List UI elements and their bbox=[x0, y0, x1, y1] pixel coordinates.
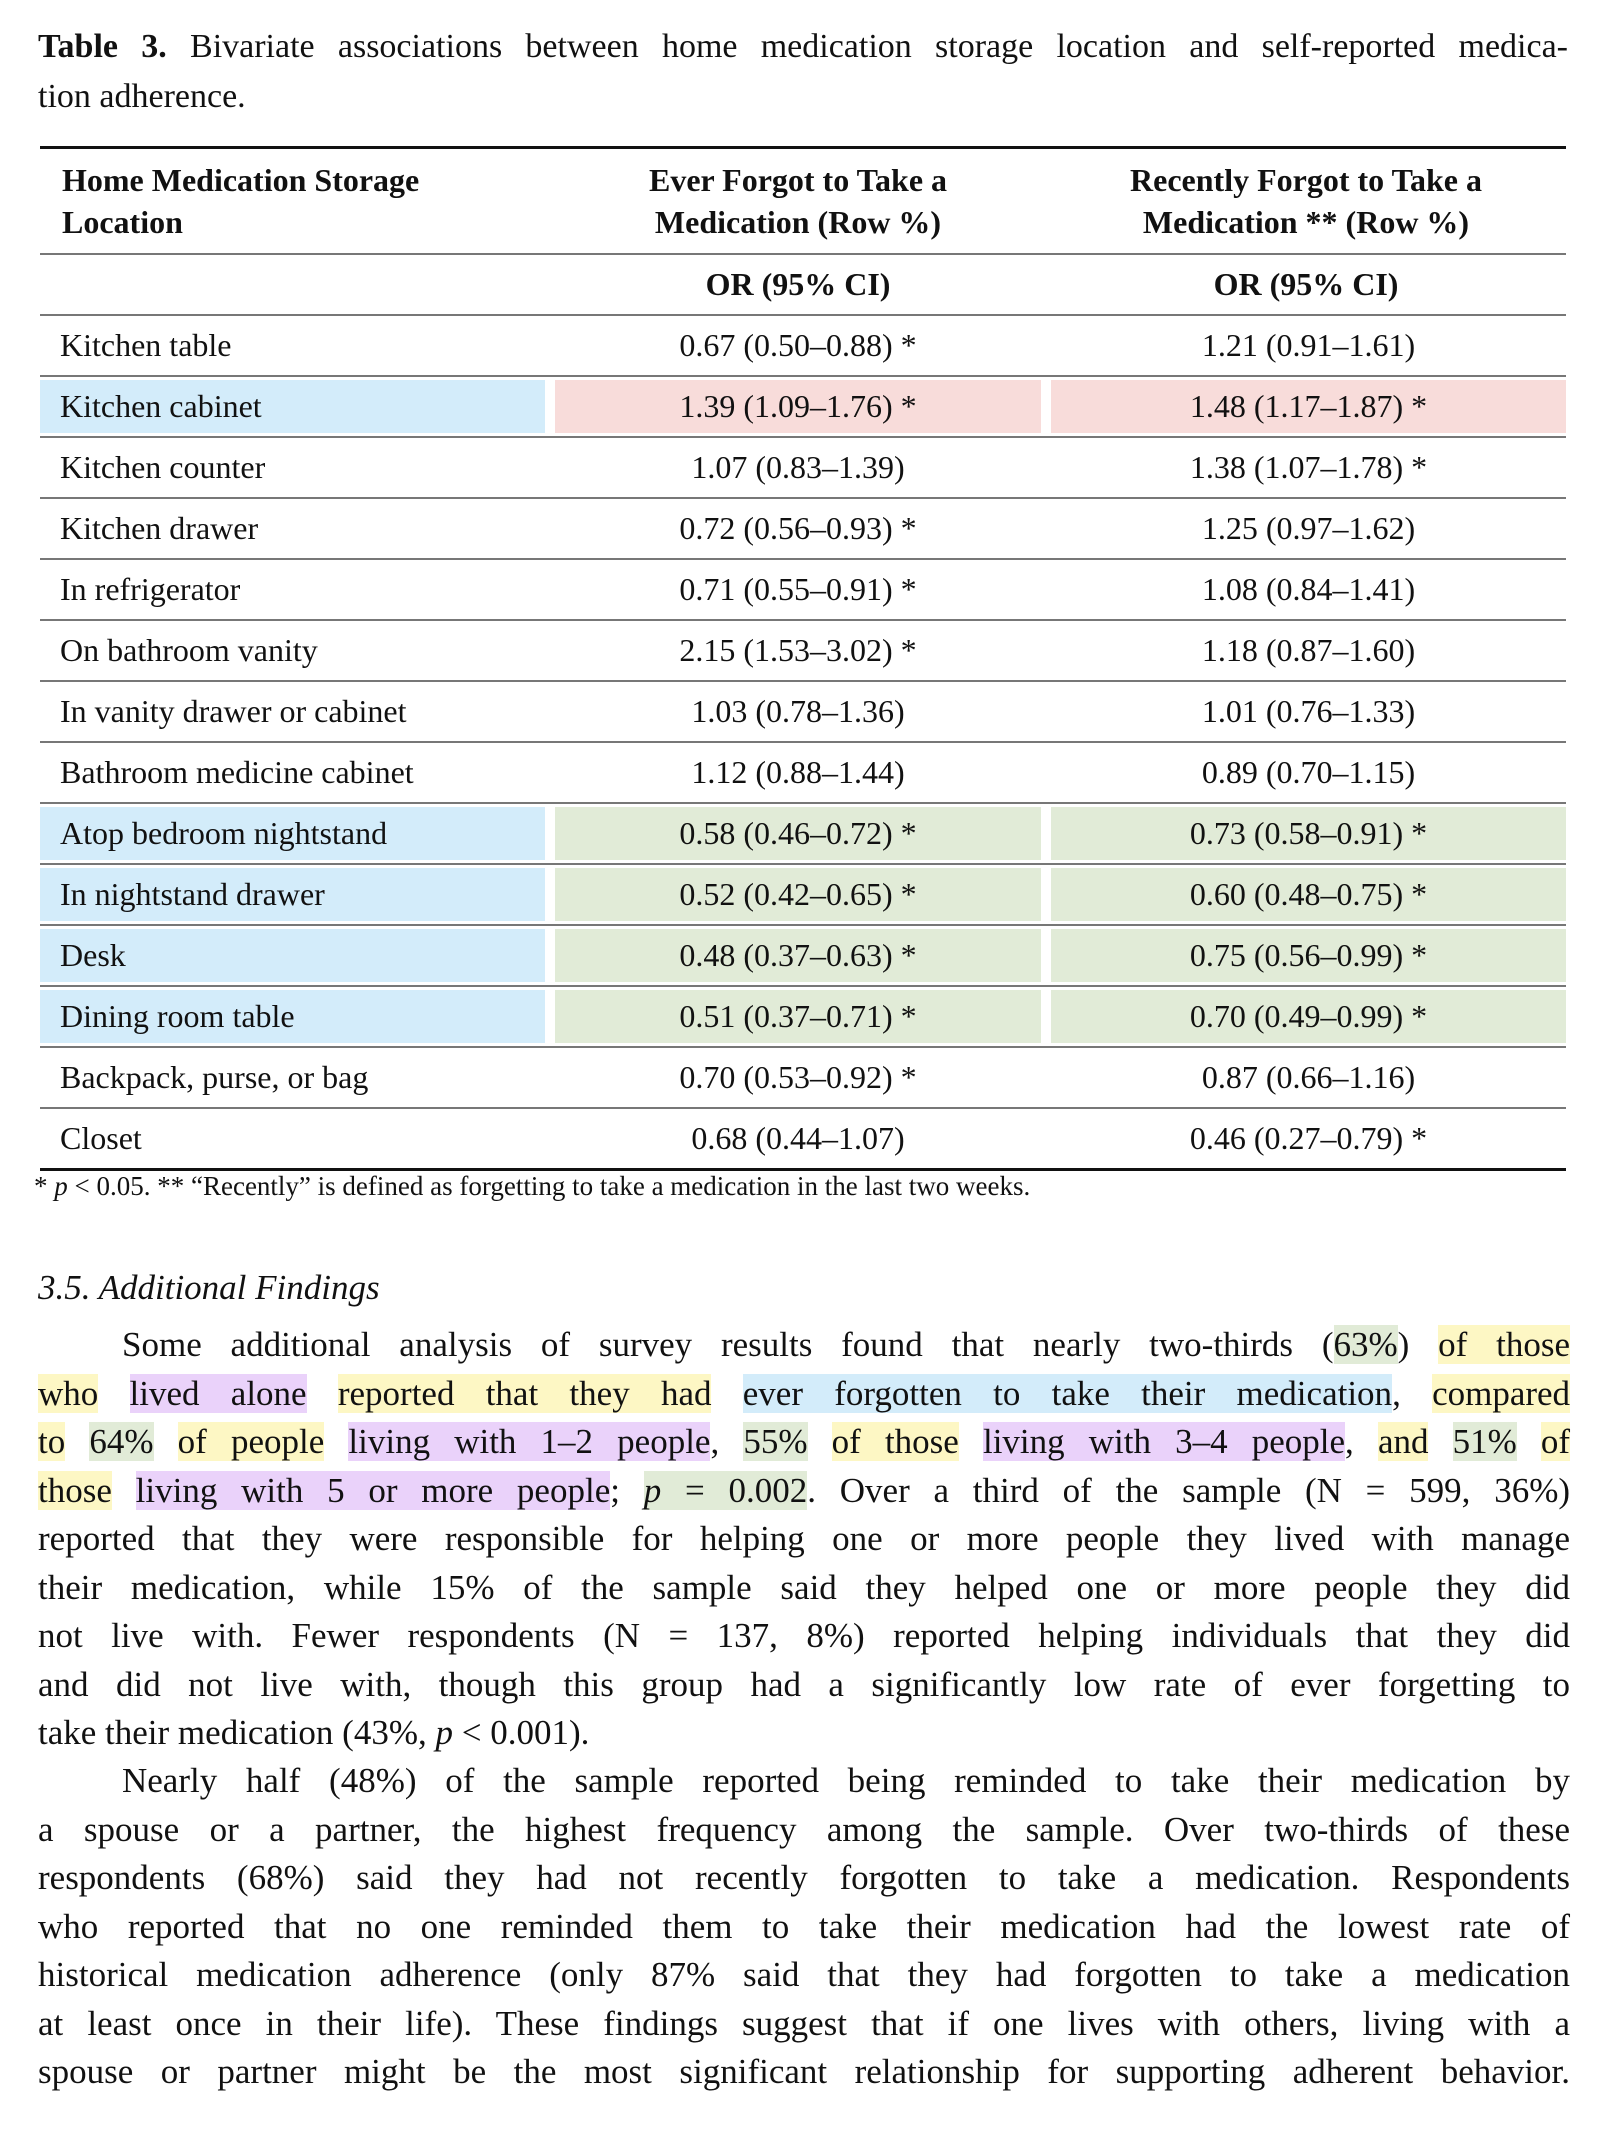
cell-location: Bathroom medicine cabinet bbox=[60, 754, 414, 790]
cell-recently-forgot: 1.08 (0.84–1.41) bbox=[1201, 571, 1416, 607]
p2-line-5: historical medication adherence (only 87% said that they had forgotten to take a medication bbox=[38, 1955, 1570, 1994]
cell-recently-forgot: 1.01 (0.76–1.33) bbox=[1201, 693, 1416, 729]
cell-recently-forgot: 0.70 (0.49–0.99) * bbox=[1051, 990, 1566, 1043]
p1-line-3 bbox=[38, 1418, 1570, 1467]
table-row bbox=[40, 499, 1566, 558]
highlight-purple: living with 1–2 people bbox=[348, 1422, 711, 1461]
cell-recently-forgot: 1.38 (1.07–1.78) * bbox=[1189, 449, 1428, 485]
highlight-yellow: who bbox=[38, 1373, 99, 1413]
highlight-yellow: and bbox=[1377, 1422, 1429, 1461]
text: = 0.002 bbox=[661, 1470, 808, 1510]
subheader-ever: OR (95% CI) bbox=[705, 266, 891, 302]
table-row bbox=[40, 804, 1566, 863]
cell-ever-forgot: 0.51 (0.37–0.71) * bbox=[555, 990, 1041, 1043]
cell-location: Kitchen table bbox=[60, 327, 232, 363]
highlight-purple: living with 3–4 people bbox=[982, 1422, 1346, 1461]
cell-ever-forgot: 0.70 (0.53–0.92) * bbox=[679, 1059, 917, 1095]
header-recent-line-1: Recently Forgot to Take a bbox=[1130, 162, 1482, 198]
highlight-green bbox=[644, 1471, 808, 1510]
highlight-green: 51% bbox=[1452, 1422, 1517, 1461]
cell-ever-forgot: 0.52 (0.42–0.65) * bbox=[555, 868, 1041, 921]
highlight-yellow: reported that they had bbox=[337, 1373, 712, 1413]
cell-ever-forgot: 0.48 (0.37–0.63) * bbox=[555, 929, 1041, 982]
highlight-yellow: those bbox=[38, 1470, 112, 1510]
cell-recently-forgot: 0.89 (0.70–1.15) bbox=[1201, 754, 1416, 790]
p2-line-2: a spouse or a partner, the highest frequency among the sample. Over two-thirds of these bbox=[38, 1809, 1570, 1849]
cell-recently-forgot: 1.21 (0.91–1.61) bbox=[1201, 327, 1416, 363]
table-subheader-row bbox=[40, 255, 1566, 314]
table-row bbox=[40, 560, 1566, 619]
p1-line-2 bbox=[38, 1370, 1570, 1419]
text: , bbox=[1345, 1422, 1354, 1461]
p2-line-6: at least once in their life). These findings suggest that if one lives with others, living with a bbox=[38, 2003, 1570, 2043]
cell-recently-forgot: 0.75 (0.56–0.99) * bbox=[1051, 929, 1566, 982]
cell-ever-forgot: 1.07 (0.83–1.39) bbox=[691, 449, 905, 485]
header-recently-forgot bbox=[1046, 159, 1566, 243]
table-row bbox=[40, 926, 1566, 985]
highlight-yellow: of those bbox=[1438, 1325, 1570, 1364]
table-row bbox=[40, 1109, 1566, 1168]
caption-text-1: Bivariate associations between home medication storage location and self-reported medica- bbox=[190, 28, 1569, 65]
highlight-green: 55% bbox=[743, 1422, 808, 1461]
p2-line-1: Nearly half (48%) of the sample reported being reminded to take their medication by bbox=[122, 1761, 1570, 1800]
cell-location: Kitchen counter bbox=[60, 449, 266, 485]
table-row bbox=[40, 316, 1566, 375]
cell-ever-forgot: 1.12 (0.88–1.44) bbox=[691, 754, 905, 790]
cell-ever-forgot: 2.15 (1.53–3.02) * bbox=[679, 632, 917, 668]
cell-location: Dining room table bbox=[40, 990, 545, 1043]
table-caption bbox=[38, 22, 1568, 122]
header-location-line-2: Location bbox=[62, 204, 183, 240]
cell-recently-forgot: 0.87 (0.66–1.16) bbox=[1201, 1059, 1416, 1095]
cell-location: Backpack, purse, or bag bbox=[60, 1059, 369, 1095]
header-location bbox=[40, 159, 550, 243]
text: take their medication (43%, bbox=[38, 1713, 436, 1752]
cell-recently-forgot: 0.60 (0.48–0.75) * bbox=[1051, 868, 1566, 921]
cell-recently-forgot: 1.25 (0.97–1.62) bbox=[1201, 510, 1416, 546]
cell-location: Closet bbox=[60, 1120, 142, 1156]
table-row bbox=[40, 621, 1566, 680]
text: . Over a third of the sample (N = 599, 36%) bbox=[807, 1470, 1571, 1510]
section-heading: 3.5. Additional Findings bbox=[38, 1268, 380, 1307]
cell-ever-forgot: 1.39 (1.09–1.76) * bbox=[555, 380, 1041, 433]
paragraph-1 bbox=[38, 1321, 1570, 1758]
header-location-line-1: Home Medication Storage bbox=[62, 162, 420, 198]
p1-line-5: reported that they were responsible for helping one or more people they lived with manage bbox=[38, 1519, 1570, 1558]
table-row bbox=[40, 438, 1566, 497]
text: , bbox=[1392, 1373, 1401, 1413]
highlight-yellow: to bbox=[38, 1422, 66, 1461]
cell-location: Atop bedroom nightstand bbox=[40, 807, 545, 860]
header-ever-forgot bbox=[550, 159, 1046, 243]
paragraph-2 bbox=[38, 1757, 1570, 2097]
header-recent-line-2: Medication ** (Row %) bbox=[1142, 204, 1470, 240]
data-table bbox=[40, 146, 1566, 1171]
p1-line-4 bbox=[38, 1467, 1570, 1516]
cell-ever-forgot: 0.68 (0.44–1.07) bbox=[691, 1120, 905, 1156]
header-ever-line-2: Medication (Row %) bbox=[654, 204, 942, 240]
p2-line-7: spouse or partner might be the most significant relationship for supporting adherent behavior. bbox=[38, 2052, 1570, 2091]
p2-line-4: who reported that no one reminded them to take their medication had the lowest rate of bbox=[38, 1906, 1570, 1946]
cell-location: Kitchen cabinet bbox=[40, 380, 545, 433]
highlight-purple: living with 5 or more people bbox=[135, 1470, 611, 1510]
text: Some additional analysis of survey results found that nearly two-thirds ( bbox=[122, 1325, 1334, 1364]
cell-recently-forgot: 1.48 (1.17–1.87) * bbox=[1051, 380, 1566, 433]
text: , bbox=[710, 1422, 720, 1461]
cell-location: In vanity drawer or cabinet bbox=[60, 693, 407, 729]
cell-recently-forgot: 0.73 (0.58–0.91) * bbox=[1051, 807, 1566, 860]
cell-ever-forgot: 0.67 (0.50–0.88) * bbox=[679, 327, 917, 363]
footnote-p: p bbox=[54, 1171, 68, 1201]
cell-location: In nightstand drawer bbox=[40, 868, 545, 921]
p1-line-8: and did not live with, though this group had a significantly low rate of ever forgetting to bbox=[38, 1664, 1570, 1704]
highlight-blue: ever forgotten to take their medication bbox=[742, 1373, 1393, 1413]
p1-line-1 bbox=[38, 1321, 1570, 1370]
table-row bbox=[40, 987, 1566, 1046]
cell-ever-forgot: 0.71 (0.55–0.91) * bbox=[679, 571, 917, 607]
cell-ever-forgot: 0.58 (0.46–0.72) * bbox=[555, 807, 1041, 860]
cell-location: On bathroom vanity bbox=[60, 632, 318, 668]
table-row bbox=[40, 682, 1566, 741]
highlight-green: 63% bbox=[1333, 1325, 1398, 1364]
p1-line-9 bbox=[38, 1709, 1570, 1758]
footnote-text: < 0.05. ** “Recently” is defined as forgetting to take a medication in the last two weeks. bbox=[67, 1171, 1031, 1201]
cell-recently-forgot: 1.18 (0.87–1.60) bbox=[1201, 632, 1416, 668]
table-row bbox=[40, 865, 1566, 924]
footnote-star: * bbox=[34, 1171, 48, 1201]
p-italic: p bbox=[643, 1470, 662, 1510]
caption-label: Table 3. bbox=[38, 28, 167, 65]
highlight-yellow: of people bbox=[177, 1422, 325, 1461]
p1-line-6: their medication, while 15% of the sample said they helped one or more people they did bbox=[38, 1567, 1570, 1607]
highlight-green: 64% bbox=[89, 1422, 154, 1461]
table-header-row bbox=[40, 149, 1566, 253]
highlight-yellow: compared bbox=[1432, 1373, 1571, 1413]
p-italic: p bbox=[435, 1713, 453, 1752]
table-row bbox=[40, 743, 1566, 802]
highlight-purple: lived alone bbox=[129, 1373, 307, 1413]
caption-line-1 bbox=[38, 22, 1568, 72]
cell-location: Desk bbox=[40, 929, 545, 982]
highlight-yellow: of those bbox=[831, 1422, 959, 1461]
p2-line-3: respondents (68%) said they had not recently forgotten to take a medication. Respondents bbox=[38, 1858, 1570, 1897]
highlight-yellow: of bbox=[1540, 1422, 1571, 1461]
subheader-recent: OR (95% CI) bbox=[1213, 266, 1399, 302]
cell-location: Kitchen drawer bbox=[60, 510, 259, 546]
cell-ever-forgot: 1.03 (0.78–1.36) bbox=[691, 693, 905, 729]
table-row bbox=[40, 377, 1566, 436]
cell-location: In refrigerator bbox=[60, 571, 241, 607]
cell-ever-forgot: 0.72 (0.56–0.93) * bbox=[679, 510, 917, 546]
table-footnote bbox=[34, 1168, 1030, 1204]
table-body bbox=[40, 316, 1566, 1168]
cell-recently-forgot: 0.46 (0.27–0.79) * bbox=[1189, 1120, 1428, 1156]
text: ; bbox=[610, 1470, 620, 1510]
table-row bbox=[40, 1048, 1566, 1107]
text: ) bbox=[1397, 1325, 1410, 1364]
caption-line-2: tion adherence. bbox=[38, 78, 246, 115]
header-ever-line-1: Ever Forgot to Take a bbox=[648, 162, 948, 198]
text: < 0.001). bbox=[453, 1713, 590, 1752]
p1-line-7: not live with. Fewer respondents (N = 137, 8%) reported helping individuals that they did bbox=[38, 1616, 1570, 1655]
